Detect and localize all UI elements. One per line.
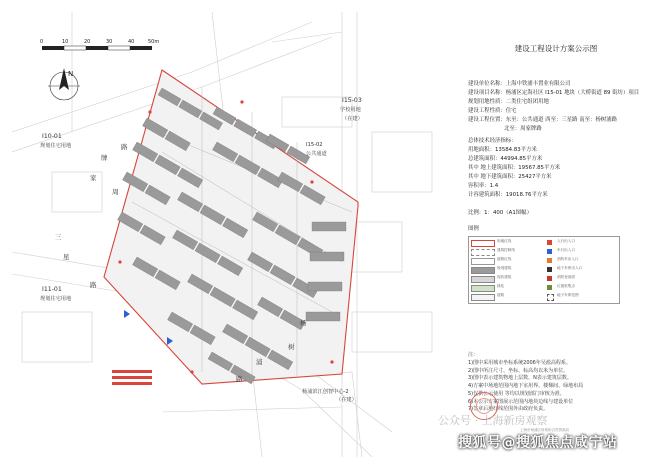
note-2: 2)图中所注尺寸、坐标、标高均以米为单位。 bbox=[468, 367, 569, 374]
legend-row bbox=[471, 275, 617, 282]
road-yangshupu-3: 浦 bbox=[256, 358, 263, 366]
sohu-watermark: 搜狐号@搜狐焦点咸宁站 bbox=[458, 435, 618, 451]
info-line-project: 建设项目名称：杨浦区定海社区 I15-01 地块（大桥街道 89 街坊）项目 bbox=[468, 90, 640, 96]
scale-tick-0: 0 bbox=[40, 39, 44, 45]
tech-above-area: 其中 地上建筑面积：19567.85平方米 bbox=[468, 165, 561, 171]
legend-swatch bbox=[471, 267, 495, 274]
road-sanxing-1: 三 bbox=[55, 233, 62, 241]
road-zhoujiapai-2: 家 bbox=[90, 174, 97, 182]
tech-far: 容积率：1.4 bbox=[468, 183, 499, 189]
legend-swatch bbox=[471, 294, 495, 301]
fire-truck-entrance-icon bbox=[547, 258, 552, 263]
notes-title: 注： bbox=[468, 352, 479, 358]
scale-tick-20: 20 bbox=[84, 39, 91, 45]
legend-swatch bbox=[471, 249, 495, 256]
legend-label: 垃圾收集点 bbox=[557, 284, 575, 288]
legend-row bbox=[471, 239, 617, 246]
legend-label: 车行出入口 bbox=[557, 248, 575, 252]
legend-label: 用地红线 bbox=[497, 239, 512, 243]
plot-label-i10-01: I10-01 bbox=[42, 133, 62, 140]
legend-title: 图例 bbox=[468, 226, 479, 232]
tech-total-area: 总建筑面积：44994.85平方米 bbox=[468, 156, 543, 162]
plot-label-i15-02: I15-02 bbox=[306, 142, 323, 148]
legend-label: 道路 bbox=[497, 293, 505, 297]
legend-label: 绿化 bbox=[497, 284, 505, 288]
scale-bar bbox=[40, 39, 159, 50]
legend-label: 建筑控制线 bbox=[497, 248, 515, 252]
legend-label: 消防登高面 bbox=[557, 275, 575, 279]
note-6: 6)本公示方案图展示范围内地块边线与建设单位 bbox=[468, 398, 574, 405]
legend-row bbox=[471, 284, 617, 291]
site-plan-map bbox=[12, 12, 456, 457]
legend-swatch bbox=[471, 240, 495, 247]
plot-label-i11-01: I11-01 bbox=[42, 286, 62, 293]
info-line-north: 北至：周家牌路 bbox=[504, 126, 542, 132]
legend-row bbox=[471, 266, 617, 273]
scale-tick-10: 10 bbox=[62, 39, 69, 45]
note-1: 1)图中采用城市坐标系统2006年吴淞高程系。 bbox=[468, 359, 571, 366]
legend-label: 地下车库范围 bbox=[557, 293, 579, 297]
legend-label: 道路红线 bbox=[497, 257, 512, 261]
vehicle-entrance-icon bbox=[547, 249, 552, 254]
road-sanxing-2: 星 bbox=[63, 253, 70, 261]
tech-title: 总体技术经济指标： bbox=[468, 138, 517, 144]
plot-use-i10-01: 规划住宅用地 bbox=[40, 143, 72, 149]
garage-entrance-icon bbox=[547, 267, 552, 272]
legend-row bbox=[471, 293, 617, 300]
road-yangshupu-4: 路 bbox=[236, 375, 243, 383]
plot-state-i15-03: （在建） bbox=[342, 116, 363, 122]
road-zhoujiapai-3: 牌 bbox=[101, 154, 108, 162]
info-line-location: 建设工程位置：东至：公共通道 西至：三星路 南至：杨树浦路 bbox=[468, 117, 617, 123]
road-yangshupu-1: 杨 bbox=[300, 319, 307, 327]
legend-label: 消防车出入口 bbox=[557, 257, 579, 261]
note-3: 3)图中表示建筑物地上层数，N表示建筑层数。 bbox=[468, 375, 572, 382]
faint-watermark: 公众号 · 上海新房观察 bbox=[438, 414, 548, 427]
legend-label: 人行出入口 bbox=[557, 239, 575, 243]
legend-swatch bbox=[471, 276, 495, 283]
note-5: 5)仅供公示使用 等均以规划部门审核为准。 bbox=[468, 390, 565, 397]
legend-label: 规划建筑 bbox=[497, 266, 512, 270]
garbage-point-icon bbox=[547, 285, 552, 290]
legend-row bbox=[471, 248, 617, 255]
legend-label: 地下车库出入口 bbox=[557, 266, 583, 270]
note-7: 7)签章后地红线范围外由政府负责。 bbox=[468, 406, 549, 413]
road-zhoujiapai-4: 路 bbox=[121, 143, 128, 151]
tech-site-area: 用地面积：13584.83平方米 bbox=[468, 147, 537, 153]
footer-authority: 上海市杨浦区规划和自然资源局 bbox=[520, 428, 569, 432]
bottom-plot-name: 杨浦滨江创智中心-2 bbox=[302, 389, 349, 395]
scale-tick-30: 30 bbox=[106, 39, 113, 45]
scale-tick-40: 40 bbox=[128, 39, 135, 45]
road-zhoujiapai-1: 周 bbox=[112, 188, 119, 196]
legend-box bbox=[468, 236, 620, 304]
scale-tick-50: 50m bbox=[148, 39, 160, 45]
plot-use-i15-02: 公共通道 bbox=[306, 151, 327, 157]
plot-use-i11-01: 规划住宅用地 bbox=[40, 296, 72, 302]
tech-below-area: 其中 地下建筑面积：25427平方米 bbox=[468, 174, 552, 180]
road-sanxing-3: 路 bbox=[90, 281, 97, 289]
fire-climb-icon bbox=[547, 276, 552, 281]
info-line-landuse: 规划用地性质：二类住宅组团用地 bbox=[468, 99, 549, 105]
info-line-unit: 建设单位名称：上海中铁浦丰置业有限公司 bbox=[468, 81, 571, 87]
panel-title: 建设工程设计方案公示图 bbox=[514, 44, 598, 53]
site-annotations bbox=[112, 370, 152, 385]
tech-counted-area: 计容建筑面积：19018.76平方米 bbox=[468, 192, 548, 198]
legend-row bbox=[471, 257, 617, 264]
north-label: N bbox=[68, 70, 74, 78]
info-line-nature: 建设工程性质：住宅 bbox=[468, 108, 517, 114]
north-arrow-icon bbox=[48, 68, 80, 100]
pedestrian-entrance-icon bbox=[547, 240, 552, 245]
legend-swatch bbox=[471, 258, 495, 265]
scale-text: 比例：1：400（A1图幅） bbox=[468, 210, 532, 216]
plot-use-i15-03: 学校用地 bbox=[340, 107, 361, 113]
road-yangshupu-2: 树 bbox=[288, 343, 295, 351]
bottom-plot-state: （在建） bbox=[336, 397, 357, 403]
garage-range-icon bbox=[547, 294, 554, 301]
note-4: 4)方案中场地范围内地下室用界、楼梯间、绿地布局 bbox=[468, 383, 584, 389]
legend-label: 现状建筑 bbox=[497, 275, 512, 279]
legend-swatch bbox=[471, 285, 495, 292]
plot-label-i15-03: I15-03 bbox=[342, 97, 362, 104]
